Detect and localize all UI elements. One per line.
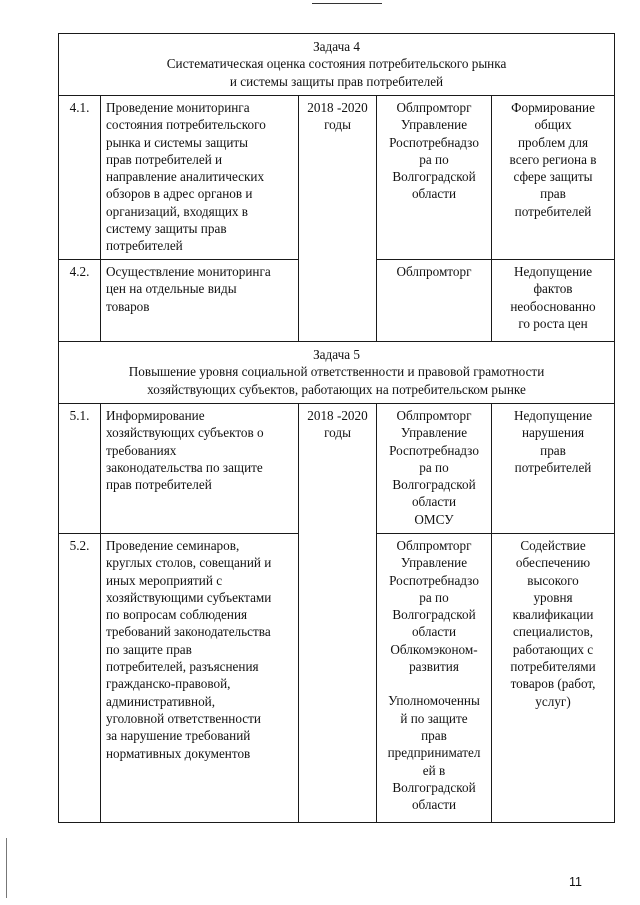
executor-line: Облкомэконом- — [390, 641, 478, 657]
result-line: Недопущение — [513, 264, 593, 279]
executor-gap — [379, 675, 489, 692]
desc-line: прав потребителей — [106, 477, 212, 493]
expected-result — [492, 404, 615, 534]
executor-line: ра по — [419, 589, 449, 605]
executor-line: ОМСУ — [414, 511, 454, 527]
implementation-term — [299, 96, 377, 342]
result-line: нарушения — [521, 425, 585, 441]
scan-top-mark — [312, 3, 382, 4]
result-line: потребителями — [510, 659, 596, 675]
task-5-header — [59, 342, 615, 404]
executor-line: области — [411, 624, 457, 640]
desc-line: уголовной ответственности — [106, 710, 261, 726]
desc-line: товаров — [106, 298, 150, 314]
scan-left-mark — [6, 838, 7, 898]
desc-line: по защите прав — [106, 641, 192, 657]
task-5-label: Задача 5 — [313, 347, 360, 362]
desc-line: законодательства по защите — [106, 459, 263, 475]
task-5-header-row — [59, 342, 615, 404]
executor-line: Управление — [400, 555, 468, 571]
task-5-title-line: Повышение уровня социальной ответственности и правовой грамотности — [128, 364, 545, 380]
desc-line: требованиях — [106, 442, 177, 458]
task-4-header-row — [59, 34, 615, 96]
result-line: товаров (работ, — [510, 676, 596, 692]
desc-line: прав потребителей и — [106, 151, 223, 167]
executor-line: Облпромторг — [396, 100, 472, 115]
task-5-title-line: хозяйствующих субъектов, работающих на потребительском рынке — [147, 381, 526, 397]
activity-description — [101, 534, 299, 823]
result-line: потребителей — [514, 203, 592, 219]
desc-line: административной, — [106, 693, 216, 709]
term-line: 2018 -2020 — [307, 408, 368, 423]
row-number: 4.2. — [59, 260, 101, 342]
executor-line: области — [411, 186, 457, 202]
desc-line: организаций, входящих в — [106, 203, 249, 219]
page-number: 11 — [569, 875, 582, 889]
task-4-label: Задача 4 — [313, 39, 360, 54]
task-4-title-line: и системы защиты прав потребителей — [229, 73, 444, 89]
table-row-4-1 — [59, 96, 615, 260]
desc-line: нормативных документов — [106, 745, 251, 761]
desc-line: Информирование — [106, 408, 205, 423]
desc-line: по вопросам соблюдения — [106, 607, 248, 623]
executors — [377, 96, 492, 260]
executor-line: Волгоградской — [392, 779, 476, 795]
result-line: работающих с — [512, 641, 594, 657]
term-line: 2018 -2020 — [307, 100, 368, 115]
executor-line: прав — [421, 727, 447, 743]
desc-line: рынка и системы защиты — [106, 134, 249, 150]
executors — [377, 534, 492, 823]
result-line: го роста цен — [518, 315, 588, 331]
result-line: Формирование — [511, 100, 595, 115]
desc-line: за нарушение требований — [106, 728, 251, 744]
result-line: уровня — [533, 589, 573, 605]
executor-line: Управление — [400, 425, 468, 441]
result-line: всего региона в — [509, 151, 597, 167]
table-row-5-1 — [59, 404, 615, 534]
result-line: услуг) — [535, 693, 571, 709]
executor-line: Роспотребнадзо — [389, 572, 479, 588]
row-number: 5.2. — [59, 534, 101, 823]
executor-line: Уполномоченны — [388, 693, 480, 709]
result-line: прав — [540, 442, 566, 458]
executor-line: й по защите — [400, 710, 468, 726]
result-line: высокого — [527, 572, 579, 588]
executor-line: области — [411, 494, 457, 510]
executor-line: предпринимател — [387, 745, 481, 761]
result-line: общих — [534, 117, 572, 133]
expected-result — [492, 534, 615, 823]
desc-line: цен на отдельные виды — [106, 281, 237, 297]
action-plan-table — [58, 33, 615, 823]
result-line: необоснованно — [510, 298, 596, 314]
task-4-title-line: Систематическая оценка состояния потребительского рынка — [166, 56, 507, 72]
expected-result — [492, 260, 615, 342]
result-line: проблем для — [517, 134, 589, 150]
desc-line: направление аналитических — [106, 169, 265, 185]
task-4-header — [59, 34, 615, 96]
desc-line: систему защиты прав — [106, 221, 227, 237]
row-number: 4.1. — [59, 96, 101, 260]
term-line: годы — [324, 425, 351, 441]
executors — [377, 260, 492, 342]
executor-line: Волгоградской — [392, 477, 476, 493]
desc-line: Проведение семинаров, — [106, 538, 240, 553]
executor-line: Роспотребнадзо — [389, 134, 479, 150]
desc-line: требований законодательства — [106, 624, 271, 640]
executor-line: Роспотребнадзо — [389, 442, 479, 458]
desc-line: хозяйствующих субъектов о — [106, 425, 264, 441]
result-line: потребителей — [514, 459, 592, 475]
executor-line: Волгоградской — [392, 169, 476, 185]
activity-description — [101, 96, 299, 260]
executor-line: ей в — [422, 762, 446, 778]
result-line: специалистов, — [512, 624, 594, 640]
desc-line: потребителей, разъяснения — [106, 659, 259, 675]
desc-line: хозяйствующими субъектами — [106, 589, 272, 605]
executor-line: Управление — [400, 117, 468, 133]
activity-description — [101, 260, 299, 342]
desc-line: состояния потребительского — [106, 117, 266, 133]
activity-description — [101, 404, 299, 534]
result-line: Содействие — [520, 538, 586, 553]
term-line: годы — [324, 117, 351, 133]
executor-line: Облпромторг — [396, 264, 472, 279]
executor-line: области — [411, 797, 457, 813]
result-line: фактов — [533, 281, 573, 297]
executor-line: Облпромторг — [396, 408, 472, 423]
executor-line: ра по — [419, 459, 449, 475]
result-line: обеспечению — [515, 555, 591, 571]
executor-line: Облпромторг — [396, 538, 472, 553]
executor-line: Волгоградской — [392, 607, 476, 623]
desc-line: потребителей — [106, 238, 183, 254]
desc-line: гражданско-правовой, — [106, 676, 231, 692]
desc-line: Проведение мониторинга — [106, 100, 250, 115]
result-line: прав — [540, 186, 566, 202]
implementation-term — [299, 404, 377, 823]
result-line: сфере защиты — [513, 169, 593, 185]
row-number: 5.1. — [59, 404, 101, 534]
result-line: квалификации — [512, 607, 594, 623]
desc-line: иных мероприятий с — [106, 572, 223, 588]
desc-line: круглых столов, совещаний и — [106, 555, 272, 571]
executor-line: ра по — [419, 151, 449, 167]
executor-line: развития — [409, 659, 459, 675]
executors — [377, 404, 492, 534]
desc-line: обзоров в адрес органов и — [106, 186, 253, 202]
expected-result — [492, 96, 615, 260]
desc-line: Осуществление мониторинга — [106, 264, 271, 279]
result-line: Недопущение — [513, 408, 593, 423]
